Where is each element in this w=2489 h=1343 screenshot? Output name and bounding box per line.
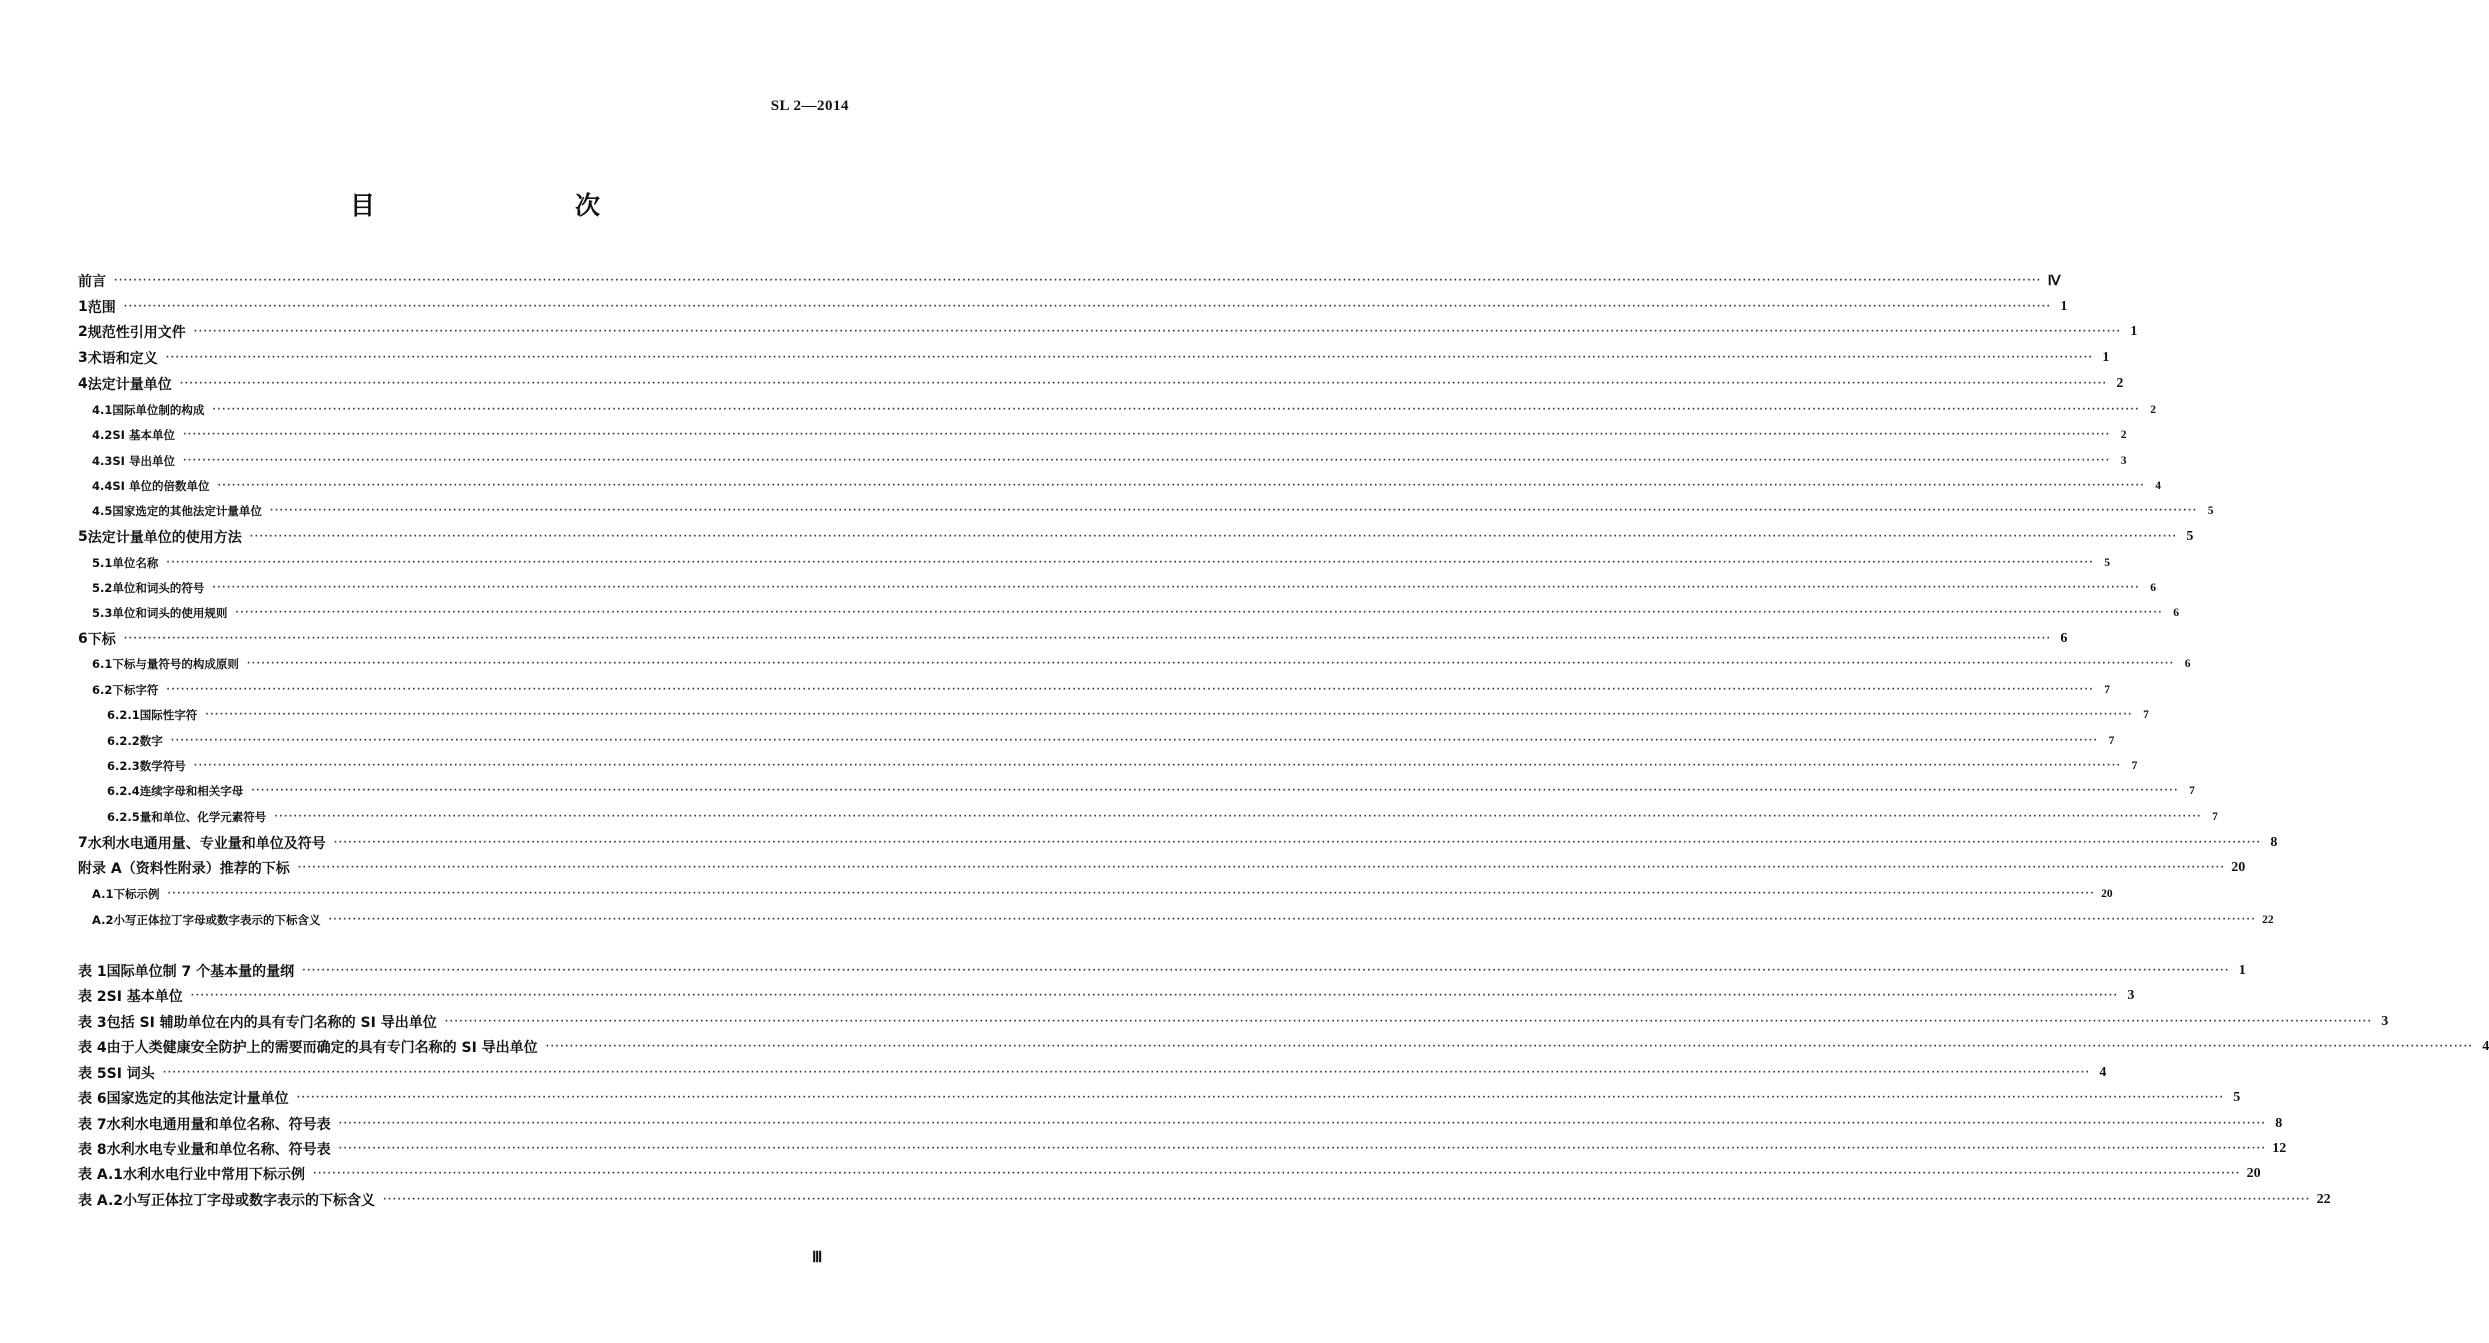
entry-page-number: 3 — [2127, 988, 2135, 1003]
dot-leader: ················································································································································································································································································································································································································ — [179, 379, 2108, 389]
entry-page-number: 1 — [2130, 324, 2138, 339]
entry-page-number: 5 — [2104, 557, 2110, 569]
dot-leader: ················································································································································································································································································································································································································ — [235, 608, 2163, 618]
toc-entry[interactable] — [78, 500, 2214, 522]
dot-leader: ················································································································································································································································································································································································································ — [182, 430, 2111, 440]
entry-title: 小写正体拉丁字母或数字表示的下标含义 — [113, 913, 321, 927]
dot-leader: ················································································································································································································································································································································································································ — [251, 786, 2179, 796]
dot-leader: ················································································································································································································································································································································································································ — [269, 506, 2198, 516]
entry-page-number: 22 — [2316, 1192, 2331, 1207]
entry-page-number: 5 — [2186, 529, 2194, 544]
entry-page-number: 1 — [2102, 350, 2110, 365]
entry-page-number: 8 — [2270, 835, 2278, 850]
dot-leader: ················································································································································································································································································································································································································ — [338, 1119, 2267, 1129]
dot-leader: ················································································································································································································································································································································································································ — [166, 685, 2094, 695]
entry-title: 小写正体拉丁字母或数字表示的下标含义 — [123, 1193, 376, 1209]
entry-page-number: 7 — [2189, 785, 2195, 797]
dot-leader: ················································································································································································································································································································································································································ — [193, 327, 2122, 337]
entry-number: 表 1 — [78, 964, 107, 980]
toc-entry[interactable] — [78, 475, 2162, 497]
entry-number: 5 — [78, 529, 88, 545]
entry-title: 法定计量单位的使用方法 — [87, 530, 242, 546]
entry-title: 前言 — [78, 274, 106, 290]
entry-title: 下标 — [87, 632, 116, 648]
page-number: Ⅲ — [812, 1250, 823, 1266]
toc-entry[interactable] — [78, 857, 2246, 879]
entry-number: 表 4 — [78, 1040, 107, 1056]
dot-leader: ················································································································································································································································································································································································································ — [114, 276, 2042, 286]
entry-title: 下标与量符号的构成原则 — [112, 657, 239, 671]
table-list-entry[interactable] — [78, 985, 2135, 1007]
entry-page-number: 4 — [2155, 480, 2162, 492]
table-list-entry[interactable] — [78, 1036, 2489, 1058]
entry-title: 量和单位、化学元素符号 — [139, 810, 267, 824]
entry-number: 4.3 — [92, 454, 113, 468]
table-list-entry[interactable] — [78, 1011, 2389, 1033]
dot-leader: ················································································································································································································································································································································································································ — [302, 966, 2230, 976]
table-list-entry[interactable] — [78, 960, 2246, 982]
entry-number: 5.3 — [92, 606, 113, 620]
entry-number: 1 — [78, 299, 88, 315]
toc-entry[interactable] — [78, 806, 2218, 828]
entry-title: 规范性引用文件 — [87, 325, 186, 341]
toc-entry[interactable] — [78, 704, 2149, 726]
toc-entry[interactable] — [78, 909, 2274, 931]
entry-number: 6 — [78, 631, 88, 647]
entry-title: 范围 — [87, 300, 116, 316]
table-list-entry[interactable] — [78, 1062, 2107, 1084]
entry-title: SI 基本单位 — [106, 989, 183, 1005]
dot-leader: ················································································································································································································································································································································································································ — [444, 1017, 2373, 1027]
entry-number: 4.5 — [92, 504, 113, 518]
entry-title: 包括 SI 辅助单位在内的具有专门名称的 SI 导出单位 — [106, 1015, 437, 1031]
entry-title: 单位和词头的使用规则 — [112, 606, 228, 620]
entry-page-number: 3 — [2381, 1014, 2389, 1029]
toc-entry[interactable] — [78, 602, 2179, 624]
toc-entry[interactable] — [78, 653, 2191, 675]
entry-page-number: 12 — [2272, 1141, 2287, 1156]
entry-title: 水利水电行业中常用下标示例 — [123, 1167, 306, 1183]
toc-entry[interactable] — [78, 373, 2124, 395]
page-title: 目 次 — [349, 191, 650, 220]
entry-number: 表 7 — [78, 1117, 107, 1133]
entry-title: SI 词头 — [106, 1066, 155, 1082]
entry-page-number: 3 — [2120, 455, 2127, 467]
toc-entry[interactable] — [78, 399, 2156, 421]
dot-leader: ················································································································································································································································································································································································································ — [333, 838, 2262, 848]
entry-title: 数学符号 — [139, 759, 186, 773]
dot-leader: ················································································································································································································································································································································································································ — [182, 456, 2111, 466]
toc-entry[interactable] — [78, 321, 2138, 343]
table-list-entry[interactable] — [78, 1189, 2331, 1211]
entry-page-number: 4 — [2099, 1065, 2107, 1080]
toc-entry[interactable] — [78, 730, 2115, 752]
entry-page-number: 7 — [2212, 811, 2218, 823]
entry-page-number: 2 — [2120, 429, 2127, 441]
entry-number: 5.1 — [92, 556, 113, 570]
entry-page-number: 20 — [2101, 888, 2113, 900]
entry-number: 6.2.1 — [107, 708, 140, 722]
dot-leader: ················································································································································································································································································································································································································ — [193, 761, 2122, 771]
entry-title: 单位名称 — [112, 556, 159, 570]
entry-title: 推荐的下标 — [219, 861, 290, 877]
entry-number: 4.1 — [92, 403, 113, 417]
dot-leader: ················································································································································································································································································································································································································ — [328, 915, 2257, 925]
dot-leader: ················································································································································································································································································································································································································ — [165, 353, 2094, 363]
dot-leader: ················································································································································································································································································································································································································ — [166, 558, 2094, 568]
entry-number: 6.2.4 — [107, 784, 140, 798]
entry-page-number: 6 — [2184, 658, 2191, 670]
entry-title: 国家选定的其他法定计量单位 — [112, 504, 262, 518]
entry-page-number: 7 — [2131, 760, 2138, 772]
toc-entry[interactable] — [78, 552, 2110, 574]
entry-title: SI 导出单位 — [112, 454, 175, 468]
entry-title: 下标字符 — [112, 683, 159, 697]
entry-number: A.2 — [92, 913, 114, 927]
entry-title: 国家选定的其他法定计量单位 — [106, 1091, 289, 1107]
entry-page-number: 6 — [2173, 607, 2179, 619]
entry-page-number: 5 — [2207, 505, 2214, 517]
entry-title: 数字 — [139, 734, 163, 748]
entry-page-number: 7 — [2104, 684, 2110, 696]
entry-title: 法定计量单位 — [87, 377, 172, 393]
entry-number: 表 A.2 — [78, 1193, 124, 1209]
entry-title: 国际单位制 7 个基本量的量纲 — [106, 964, 295, 980]
dot-leader: ················································································································································································································································································································································································································ — [296, 1093, 2225, 1103]
entry-number: 4.2 — [92, 428, 113, 442]
toc-entry[interactable] — [78, 526, 2194, 548]
toc-entry[interactable] — [78, 883, 2113, 905]
entry-page-number: 2 — [2150, 404, 2156, 416]
dot-leader: ················································································································································································································································································································································································································ — [274, 812, 2202, 822]
entry-number: 6.2.5 — [107, 810, 140, 824]
entry-page-number: 20 — [2231, 860, 2246, 875]
toc-entry[interactable] — [78, 577, 2156, 599]
table-list-entry[interactable] — [78, 1138, 2287, 1160]
entry-number: 表 3 — [78, 1015, 107, 1031]
entry-number: 表 8 — [78, 1142, 107, 1158]
dot-leader: ················································································································································································································································································································································································································ — [162, 1068, 2091, 1078]
entry-number: 2 — [78, 324, 88, 340]
entry-page-number: 22 — [2262, 914, 2274, 926]
entry-page-number: 1 — [2060, 299, 2068, 314]
entry-number: 6.2.2 — [107, 734, 140, 748]
entry-number: 表 A.1 — [78, 1167, 124, 1183]
entry-title: 下标示例 — [113, 887, 160, 901]
entry-title: 由于人类健康安全防护上的需要而确定的具有专门名称的 SI 导出单位 — [106, 1040, 538, 1056]
dot-leader: ················································································································································································································································································································································································································ — [167, 889, 2096, 899]
entry-number: 7 — [78, 835, 88, 851]
entry-number: 3 — [78, 350, 88, 366]
dot-leader: ················································································································································································································································································································································································································ — [217, 481, 2146, 491]
dot-leader: ················································································································································································································································································································································································································ — [170, 736, 2099, 746]
entry-title: 单位和词头的符号 — [112, 581, 205, 595]
entry-page-number: 7 — [2108, 735, 2115, 747]
toc-entry[interactable] — [78, 270, 2061, 292]
dot-leader: ················································································································································································································································································································································································································ — [205, 710, 2133, 720]
entry-number: 表 6 — [78, 1091, 107, 1107]
toc-entry[interactable] — [78, 450, 2127, 472]
dot-leader: ················································································································································································································································································································································································································ — [249, 532, 2178, 542]
entry-title: SI 单位的倍数单位 — [112, 479, 210, 493]
dot-leader: ················································································································································································································································································································································································································ — [338, 1144, 2267, 1154]
entry-page-number: 6 — [2060, 631, 2068, 646]
dot-leader: ················································································································································································································································································································································································································ — [212, 405, 2140, 415]
table-list-entry[interactable] — [78, 1087, 2241, 1109]
entry-title: 水利水电专业量和单位名称、符号表 — [106, 1142, 331, 1158]
dot-leader: ················································································································································································································································································································································································································ — [246, 659, 2175, 669]
entry-number: 4.4 — [92, 479, 113, 493]
entry-number: 表 2 — [78, 989, 107, 1005]
entry-title: 国际单位制的构成 — [112, 403, 205, 417]
table-list-entry[interactable] — [78, 1113, 2283, 1135]
toc-entry[interactable] — [78, 347, 2110, 369]
entry-page-number: 4 — [2482, 1039, 2489, 1054]
toc-entry[interactable] — [78, 679, 2110, 701]
entry-number: 表 5 — [78, 1066, 107, 1082]
entry-page-number: 5 — [2233, 1090, 2241, 1105]
entry-title: 水利水电通用量、专业量和单位及符号 — [87, 836, 326, 852]
entry-page-number: 20 — [2246, 1166, 2261, 1181]
entry-number: 6.1 — [92, 657, 113, 671]
toc-entry[interactable] — [78, 780, 2195, 802]
dot-leader: ················································································································································································································································································································································································································ — [313, 1169, 2241, 1179]
dot-leader: ················································································································································································································································································································································································································ — [123, 634, 2052, 644]
entry-number: A.1 — [92, 887, 114, 901]
entry-title: 连续字母和相关字母 — [139, 784, 244, 798]
entry-page-number: 2 — [2116, 376, 2124, 391]
dot-leader: ················································································································································································································································································································································································································ — [545, 1042, 2474, 1052]
dot-leader: ················································································································································································································································································································································································································ — [212, 583, 2140, 593]
entry-page-number: 7 — [2143, 709, 2149, 721]
dot-leader: ················································································································································································································································································································································································································ — [123, 302, 2052, 312]
entry-number: 4 — [78, 376, 88, 392]
entry-page-number: 6 — [2150, 582, 2156, 594]
toc-entry[interactable] — [78, 755, 2138, 777]
entry-number: 附录 A（资料性附录） — [78, 861, 220, 877]
entry-number: 6.2.3 — [107, 759, 140, 773]
entry-title: 术语和定义 — [87, 351, 158, 367]
toc-entry[interactable] — [78, 832, 2278, 854]
standard-code: SL 2—2014 — [770, 98, 849, 114]
entry-page-number: Ⅳ — [2047, 273, 2061, 289]
toc-entry[interactable] — [78, 424, 2127, 446]
toc-entry[interactable] — [78, 296, 2068, 318]
entry-number: 5.2 — [92, 581, 113, 595]
entry-page-number: 8 — [2275, 1116, 2283, 1131]
dot-leader: ················································································································································································································································································································································································································ — [297, 863, 2226, 873]
table-list-entry[interactable] — [78, 1163, 2261, 1185]
entry-title: 水利水电通用量和单位名称、符号表 — [106, 1117, 331, 1133]
toc-entry[interactable] — [78, 628, 2068, 650]
entry-title: SI 基本单位 — [112, 428, 175, 442]
dot-leader: ················································································································································································································································································································································································································ — [190, 991, 2119, 1001]
entry-number: 6.2 — [92, 683, 113, 697]
entry-title: 国际性字符 — [139, 708, 198, 722]
dot-leader: ················································································································································································································································································································································································································ — [383, 1195, 2311, 1205]
entry-page-number: 1 — [2238, 963, 2246, 978]
